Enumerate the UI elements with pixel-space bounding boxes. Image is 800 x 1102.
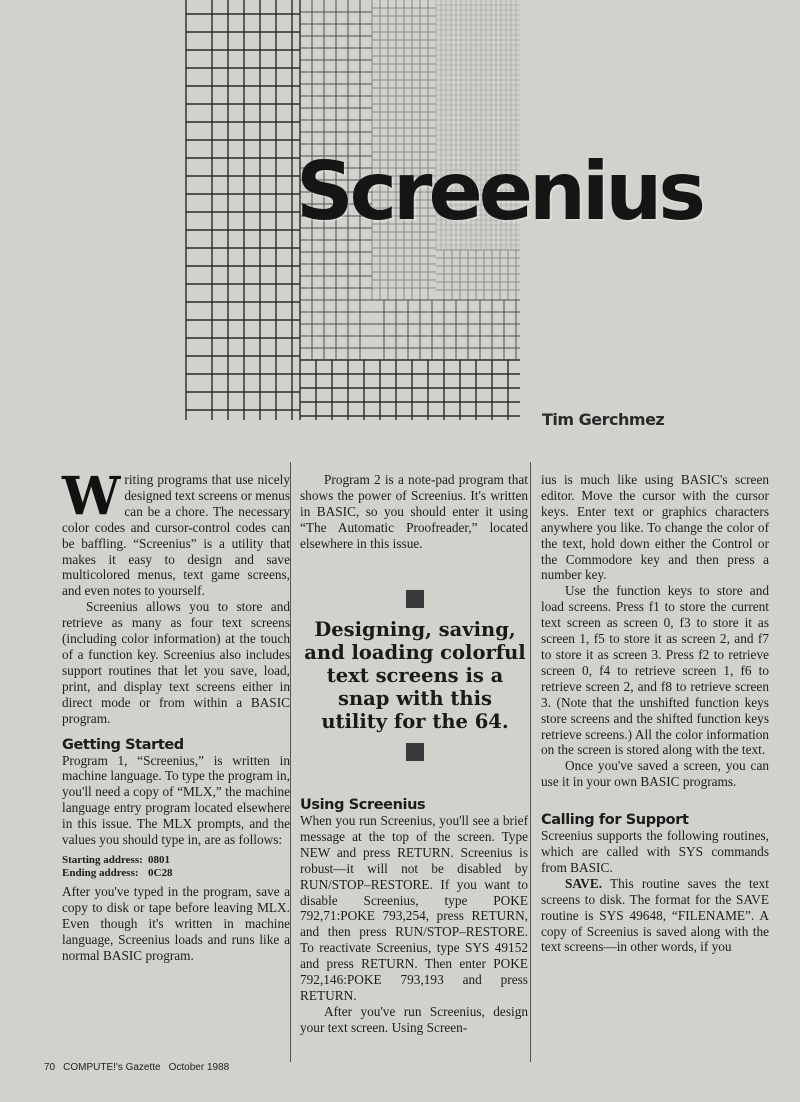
drop-cap: W <box>62 466 121 527</box>
body-paragraph: Use the function keys to store and load screens. Press f1 to store the current text screen as screen 0, f3 to store it as screen 1, f5 to store it as screen 2, and f7 to store it as screen 3. Press f2 to retrieve screen 0, f4 to retrieve screen 1, f6 to retrieve screen 2, and f8 to retrieve screen 3. (Note that the unshifted function keys store screens and the shifted function keys retrieve screens.) All the color information on the screen is stored along with the text. <box>541 583 769 758</box>
body-paragraph: Screenius allows you to store and retrieve as many as four text screens (including color information) at the touch of a function key. Screenius also includes support routines that let you save, load, print, and display text screens either in direct mode or from within a BASIC program. <box>62 599 290 726</box>
column-2-lower <box>300 797 528 1036</box>
address-row <box>62 867 290 880</box>
pull-quote: Designing, saving, and loading colorful text screens is a snap with this utility for the 64. <box>304 618 526 733</box>
issue-date: October 1988 <box>168 1062 230 1073</box>
author-byline: Tim Gerchmez <box>542 410 665 429</box>
intro-paragraph <box>62 466 290 599</box>
magazine-name: COMPUTE!'s Gazette <box>63 1062 161 1073</box>
section-heading: Using Screenius <box>300 797 426 813</box>
body-paragraph: Program 1, “Screenius,” is written in machine language. To type the program in, you'll need a copy of “MLX,” the machine language entry program located elsewhere in this issue. The MLX prompts, and the values you should type in, are as follows: <box>62 752 290 848</box>
page-footer <box>44 1062 237 1073</box>
body-paragraph: ius is much like using BASIC's screen editor. Move the cursor with the cursor keys. Enter text or graphics characters anywhere you like. To change the color of the text, hold down either the Control or the Commodore key and then press a number key. <box>541 472 769 583</box>
pull-quote-box <box>304 590 526 761</box>
column-3 <box>541 472 769 955</box>
column-2 <box>300 472 528 552</box>
intro-text: riting programs that use nicely designed text screens or menus can be a chore. The necessary color codes and cursor-control codes can be baffling. “Screenius” is a utility that makes it easy to design and save multicolored menus, text game screens, and even notes to yourself. <box>62 472 290 599</box>
body-paragraph: When you run Screenius, you'll see a brief message at the top of the screen. Type NEW and press RETURN. Screenius is robust—it will not be disabled by RUN/STOP–RESTORE. If you want to disable Screenius, type POKE 792,71:POKE 793,254, press RETURN, and then press RUN/STOP–RESTORE. To reactivate Screenius, type SYS 49152 and press RETURN. Then enter POKE 792,146:POKE 793,193 and press RETURN. <box>300 813 528 1003</box>
square-ornament-icon <box>406 743 424 761</box>
section-heading: Calling for Support <box>541 812 689 829</box>
body-paragraph: Once you've saved a screen, you can use it in your own BASIC programs. <box>541 758 769 790</box>
body-paragraph: After you've run Screenius, design your text screen. Using Screen- <box>300 1003 528 1035</box>
article-title: Screenius <box>296 145 702 238</box>
column-divider <box>290 462 291 1062</box>
address-label: Ending address: <box>62 866 139 879</box>
section-heading: Getting Started <box>62 736 184 753</box>
square-ornament-icon <box>406 590 424 608</box>
routine-label: SAVE. <box>565 875 603 891</box>
column-1 <box>62 466 290 963</box>
column-divider <box>530 462 531 1062</box>
routine-text: This routine saves the text screens to disk. The format for the SAVE routine is SYS 49648, “FILENAME”. A copy of Screenius is saved along with the text screens—in other words, if you <box>541 875 769 955</box>
address-row <box>62 854 290 867</box>
body-paragraph: After you've typed in the program, save a copy to disk or tape before leaving MLX. Even though it's written in machine language, Screenius loads and runs like a normal BASIC program. <box>62 883 290 963</box>
body-paragraph: Screenius supports the following routines, which are called with SYS commands from BASIC. <box>541 828 769 875</box>
address-table <box>62 854 290 880</box>
address-label: Starting address: <box>62 853 143 866</box>
address-value: 0801 <box>148 853 170 866</box>
page-number: 70 <box>44 1062 56 1073</box>
address-value: 0C28 <box>148 866 173 879</box>
body-paragraph: Program 2 is a note-pad program that shows the power of Screenius. It's written in BASIC, so you should enter it using “The Automatic Proofreader,” located elsewhere in this issue. <box>300 472 528 551</box>
body-paragraph <box>541 876 769 956</box>
